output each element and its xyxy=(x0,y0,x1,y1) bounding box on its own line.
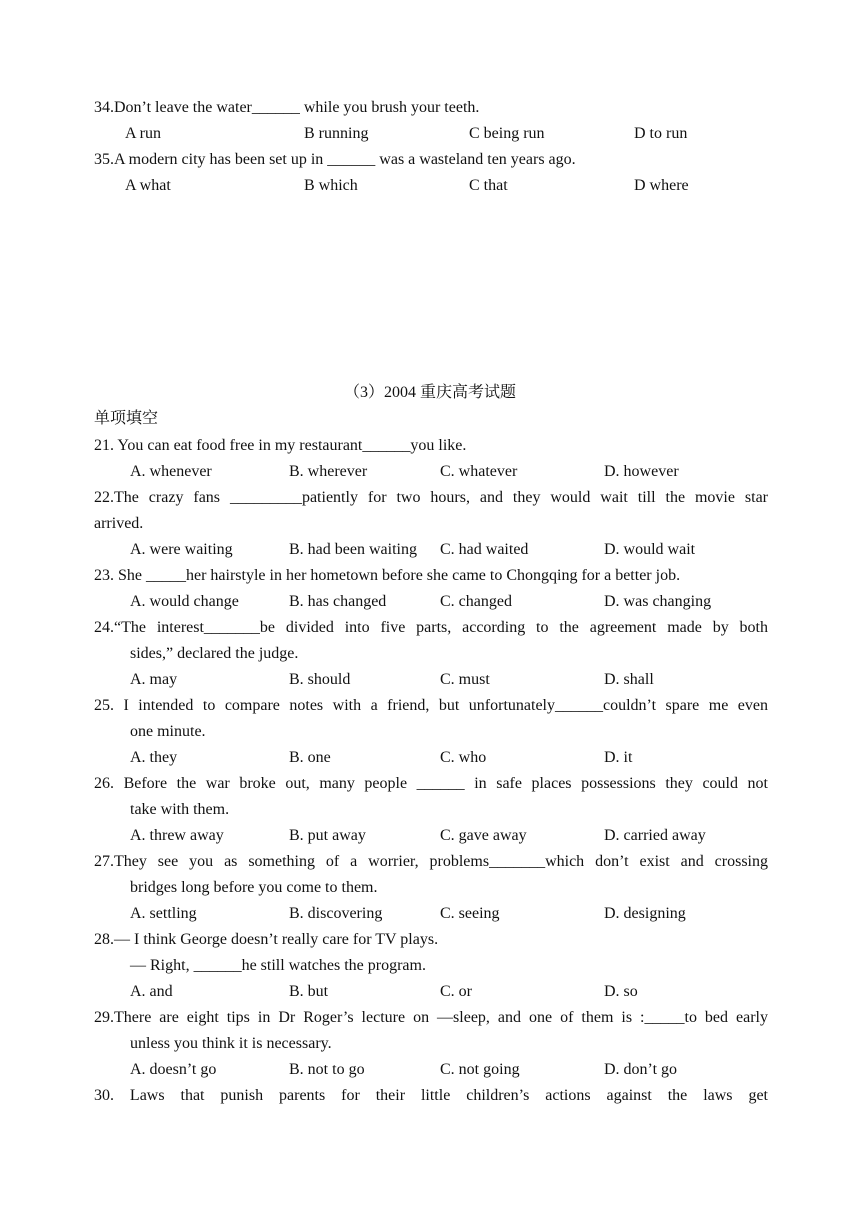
q25-option-a: A. they xyxy=(130,749,178,766)
q29-option-b: B. not to go xyxy=(289,1061,365,1078)
section-title: （3）2004 重庆高考试题 xyxy=(343,384,516,401)
q23-option-b: B. has changed xyxy=(289,593,387,610)
q25-text-line1: 25. I intended to compare notes with a friend, but unfortunately______couldn’t spare me even xyxy=(94,697,768,714)
q34-option-b: B running xyxy=(304,125,369,142)
q23-option-d: D. was changing xyxy=(604,593,712,610)
q34-option-d: D to run xyxy=(634,125,688,142)
q25-option-d: D. it xyxy=(604,749,633,766)
q25-text-line2: one minute. xyxy=(130,723,206,740)
q28-option-d: D. so xyxy=(604,983,638,1000)
q26-option-d: D. carried away xyxy=(604,827,706,844)
q28-option-b: B. but xyxy=(289,983,329,1000)
q21-text: 21. You can eat food free in my restaurant______you like. xyxy=(94,437,467,454)
q24-text-line2: sides,” declared the judge. xyxy=(130,645,299,662)
q22-option-d: D. would wait xyxy=(604,541,696,558)
q27-option-b: B. discovering xyxy=(289,905,383,922)
q24-option-a: A. may xyxy=(130,671,178,688)
q21-option-a: A. whenever xyxy=(130,463,212,480)
q23-option-c: C. changed xyxy=(440,593,512,610)
q21-option-d: D. however xyxy=(604,463,679,480)
q26-option-b: B. put away xyxy=(289,827,366,844)
q35-text: 35.A modern city has been set up in ______ was a wasteland ten years ago. xyxy=(94,151,576,168)
q35-option-a: A what xyxy=(125,177,171,194)
q30-text-line1: 30. Laws that punish parents for their little children’s actions against the laws get xyxy=(94,1087,768,1104)
q28-option-a: A. and xyxy=(130,983,173,1000)
q24-option-b: B. should xyxy=(289,671,351,688)
q24-text-line1: 24.“The interest_______be divided into five parts, according to the agreement made by both xyxy=(94,619,768,636)
q21-option-b: B. wherever xyxy=(289,463,368,480)
q26-option-c: C. gave away xyxy=(440,827,527,844)
q28-option-c: C. or xyxy=(440,983,472,1000)
q27-option-c: C. seeing xyxy=(440,905,500,922)
q35-option-d: D where xyxy=(634,177,689,194)
q23-text: 23. She _____her hairstyle in her hometown before she came to Chongqing for a better job. xyxy=(94,567,681,584)
q22-option-a: A. were waiting xyxy=(130,541,233,558)
q21-option-c: C. whatever xyxy=(440,463,518,480)
q29-option-a: A. doesn’t go xyxy=(130,1061,217,1078)
q25-option-c: C. who xyxy=(440,749,487,766)
q34-option-a: A run xyxy=(125,125,161,142)
q35-option-b: B which xyxy=(304,177,358,194)
q26-option-a: A. threw away xyxy=(130,827,224,844)
q26-text-line1: 26. Before the war broke out, many people ______ in safe places possessions they could not xyxy=(94,775,768,792)
q27-option-a: A. settling xyxy=(130,905,197,922)
q34-text: 34.Don’t leave the water______ while you brush your teeth. xyxy=(94,99,480,116)
q25-option-b: B. one xyxy=(289,749,331,766)
q27-text-line2: bridges long before you come to them. xyxy=(130,879,378,896)
q22-option-c: C. had waited xyxy=(440,541,529,558)
q24-option-c: C. must xyxy=(440,671,490,688)
q29-text-line1: 29.There are eight tips in Dr Roger’s lecture on —sleep, and one of them is :_____to bed early xyxy=(94,1009,768,1026)
q27-text-line1: 27.They see you as something of a worrier, problems_______which don’t exist and crossing xyxy=(94,853,768,870)
q29-text-line2: unless you think it is necessary. xyxy=(130,1035,332,1052)
q28-text-line1: 28.— I think George doesn’t really care for TV plays. xyxy=(94,931,439,948)
q22-text-line2: arrived. xyxy=(94,515,144,532)
q24-option-d: D. shall xyxy=(604,671,654,688)
q28-text-line2: — Right, ______he still watches the program. xyxy=(130,957,426,974)
q29-option-c: C. not going xyxy=(440,1061,520,1078)
q29-option-d: D. don’t go xyxy=(604,1061,678,1078)
q27-option-d: D. designing xyxy=(604,905,686,922)
q22-text-line1: 22.The crazy fans _________patiently for two hours, and they would wait till the movie star xyxy=(94,489,768,506)
q26-text-line2: take with them. xyxy=(130,801,230,818)
q34-option-c: C being run xyxy=(469,125,545,142)
section-subtitle: 单项填空 xyxy=(94,410,159,427)
q23-option-a: A. would change xyxy=(130,593,239,610)
q22-option-b: B. had been waiting xyxy=(289,541,417,558)
q35-option-c: C that xyxy=(469,177,508,194)
